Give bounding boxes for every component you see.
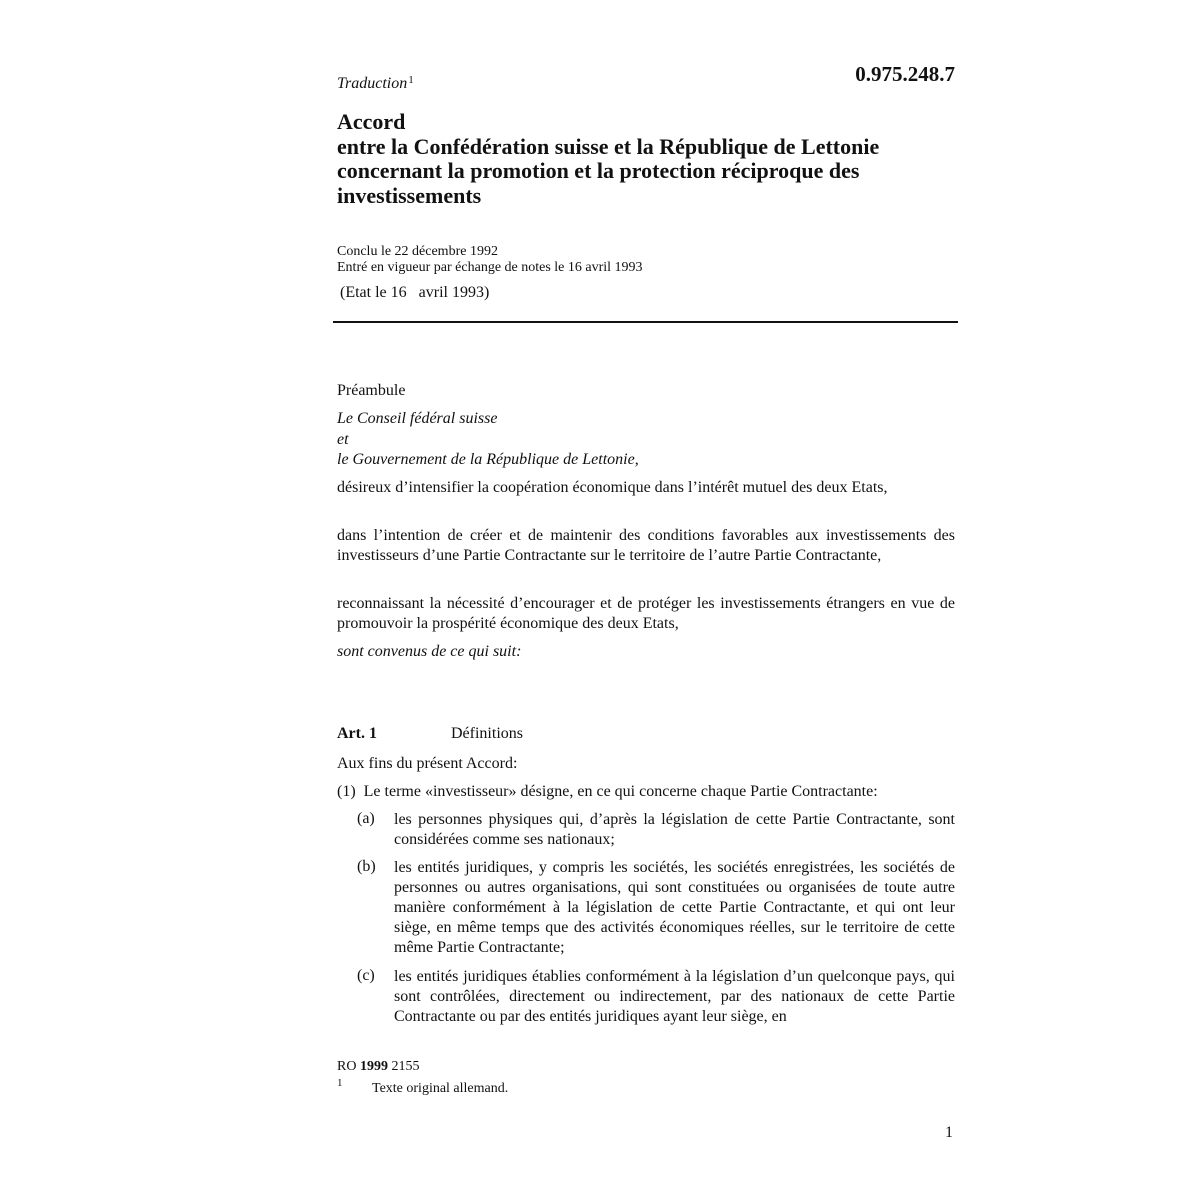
footnote-number: 1	[337, 1077, 343, 1089]
party-conjunction: et	[337, 431, 349, 448]
list-item-text: les entités juridiques, y compris les sociétés, les sociétés enregistrées, les sociétés de personnes ou autres organisations, qui sont constituées ou organisées de toute autre manière conformément à la législation de cette Partie Contractante, et qui ont leur siège, en même temps que des activités économiques réelles, sur le territoire de cette même Partie Contractante;	[394, 859, 955, 956]
title-line: concernant la promotion et la protection réciproque des	[337, 158, 860, 183]
list-item-text: les entités juridiques établies conformément à la législation d’un quelconque pays, qui sont contrôlées, directement ou indirectement, par des nationaux de cette Partie Contractante ou par des entités juridiques ayant leur siège, en	[394, 968, 955, 1025]
header-rule	[333, 321, 958, 323]
page-number: 1	[945, 1124, 953, 1141]
ro-reference: RO 1999 2155	[337, 1059, 420, 1074]
article-intro: Aux fins du présent Accord:	[337, 755, 518, 772]
document-title	[337, 110, 967, 208]
article-title: Définitions	[451, 725, 523, 742]
list-item-label: (b)	[357, 858, 376, 875]
footnote-reference: 1	[408, 74, 414, 86]
article-paragraph: (1) Le terme «investisseur» désigne, en ce qui concerne chaque Partie Contractante:	[337, 783, 878, 800]
party-swiss: Le Conseil fédéral suisse	[337, 410, 498, 427]
article-number: Art. 1	[337, 725, 377, 742]
list-item-label: (a)	[357, 810, 375, 827]
footnote-text: Texte original allemand.	[372, 1081, 509, 1096]
list-item-text: les personnes physiques qui, d’après la législation de cette Partie Contractante, sont considérées comme ses nationaux;	[394, 811, 955, 848]
translation-label: Traduction$^1$	[337, 74, 414, 92]
preamble-heading: Préambule	[337, 382, 406, 399]
entry-into-force: Entré en vigueur par échange de notes le 16 avril 1993	[337, 260, 643, 275]
recital-paragraph: désireux d’intensifier la coopération économique dans l’intérêt mutuel des deux Etats,	[337, 479, 888, 496]
list-item-label: (c)	[357, 967, 375, 984]
state-date: (Etat le 16 avril 1993)	[340, 284, 490, 301]
title-line: Accord	[337, 109, 406, 134]
recital-paragraph: dans l’intention de créer et de maintenir des conditions favorables aux investissements des investisseurs d’une Partie Contractante sur le territoire de l’autre Partie Contractante,	[337, 527, 955, 564]
agreement-clause: sont convenus de ce qui suit:	[337, 643, 522, 660]
party-latvia: le Gouvernement de la République de Lettonie,	[337, 451, 639, 468]
system-number: 0.975.248.7	[855, 62, 955, 86]
title-line: investissements	[337, 182, 482, 208]
recital-paragraph: reconnaissant la nécessité d’encourager et de protéger les investissements étrangers en vue de promouvoir la prospérité économique des deux Etats,	[337, 595, 955, 632]
concluded-date: Conclu le 22 décembre 1992	[337, 244, 498, 259]
title-line: entre la Confédération suisse et la République de Lettonie	[337, 133, 880, 159]
